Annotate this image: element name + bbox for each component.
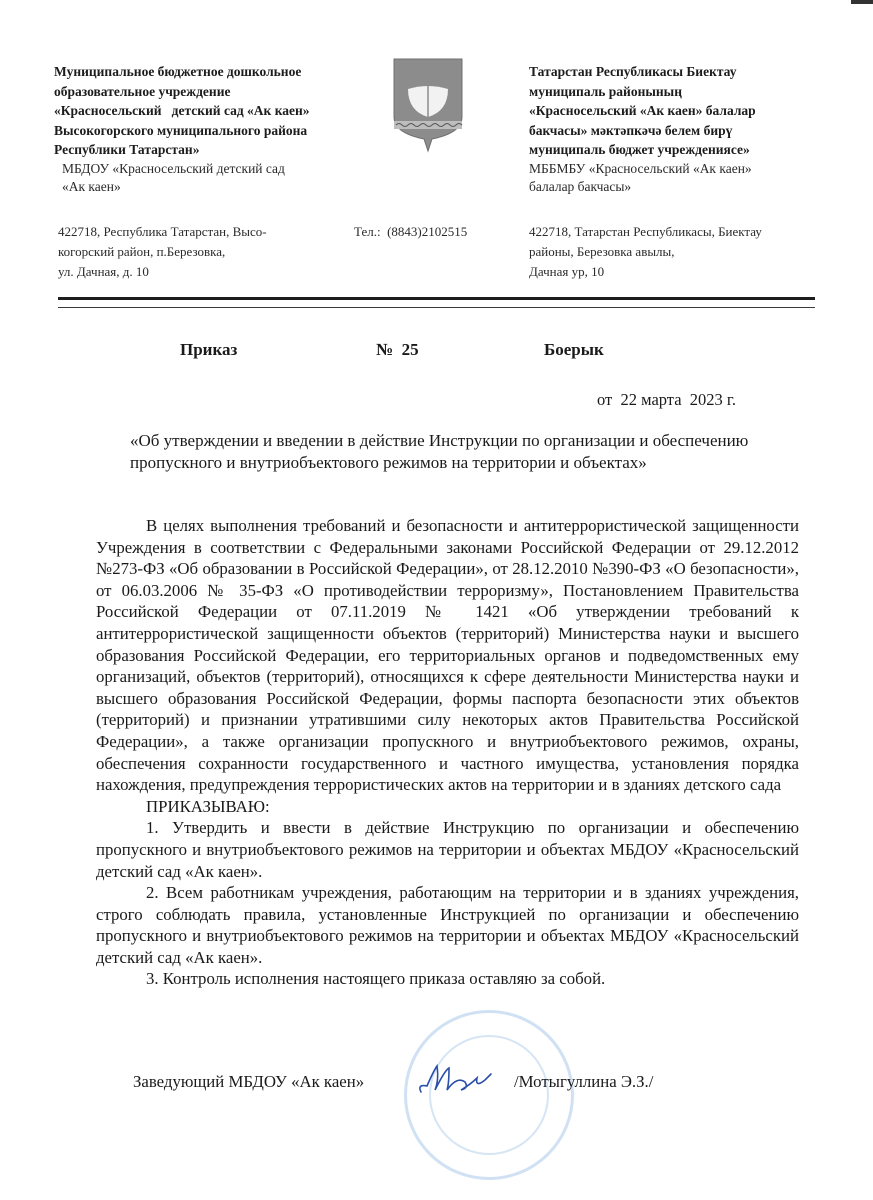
round-seal-stamp-icon [404,1010,574,1180]
order-number: № 25 [376,340,419,359]
org-short-tt-line: МББМБУ «Красносельский «Ак каен» [529,160,752,176]
order-date: от 22 марта 2023 г. [597,390,736,409]
address-ru [58,222,267,282]
address-ru-line: когорский район, п.Березовка, [58,244,226,259]
address-ru-line: ул. Дачная, д. 10 [58,264,149,279]
address-tt-line: районы, Березовка авылы, [529,244,675,259]
order-type-tt: Боерык [544,340,604,359]
address-tt-line: 422718, Татарстан Республикасы, Биектау [529,224,762,239]
order-item: 3. Контроль исполнения настоящего приказа оставляю за собой. [146,969,606,989]
org-name-ru-line: Высокогорского муниципального района [54,122,308,138]
order-subject: «Об утверждении и введении в действие Инструкции по организации и обеспечению пропускного и внутриобъектового режимов на территории и объектах» [130,431,749,472]
org-name-ru-line: Республики Татарстан» [54,142,200,157]
order-directive: ПРИКАЗЫВАЮ: [146,796,270,816]
order-item: 2. Всем работникам учреждения, работающим на территории и в зданиях учреждения, строго соблюдать правила, установленные Инструкцией по организации и обеспечению пропускного и внутриобъектового режимов на территории и объектах МБДОУ «Красносельский детский сад «Ак каен». [96,883,799,967]
order-item: 1. Утвердить и ввести в действие Инструкцию по организации и обеспечению пропускного и внутриобъектового режимов на территории и объектах МБДОУ «Красносельский детский сад «Ак каен». [96,818,799,881]
header-right [529,62,756,196]
org-name-tt-line: муниципаль районының [529,83,682,99]
address-ru-line: 422718, Республика Татарстан, Высо- [58,224,267,239]
header-divider-thin [58,307,815,308]
org-name-ru-line: Муниципальное бюджетное дошкольное [54,64,302,79]
scan-corner-mark [851,0,873,4]
order-type-ru: Приказ [180,340,238,359]
address-tt-line: Дачная ур, 10 [529,264,605,279]
header-left [54,62,310,196]
org-short-ru-line: «Ак каен» [62,178,121,194]
org-short-ru-line: МБДОУ «Красносельский детский сад [62,160,285,176]
handwritten-signature-icon [415,1060,495,1105]
org-name-tt-line: муниципаль бюджет учреждениясе» [529,142,750,157]
header-divider-thick [58,297,815,300]
address-tt [529,222,762,282]
org-name-tt-line: бакчасы» мәктәпкәчә белем бирү [529,122,733,138]
signature-position: Заведующий МБДОУ «Ак каен» [133,1072,365,1091]
coat-of-arms-icon [392,55,464,155]
org-short-tt-line: балалар бакчасы» [529,178,632,194]
org-name-tt-line: «Красносельский «Ак каен» балалар [529,103,756,118]
order-body [96,515,799,990]
org-name-ru-line: «Красносельский детский сад «Ак каен» [54,103,310,118]
phone: Тел.: (8843)2102515 [354,224,468,239]
org-name-tt-line: Татарстан Республикасы Биектау [529,64,737,79]
org-name-ru-line: образовательное учреждение [54,83,231,99]
signatory-name: /Мотыгуллина Э.З./ [514,1072,654,1091]
preamble-paragraph: В целях выполнения требований и безопасности и антитеррористической защищенности Учреждения в соответствии с Федеральными законами Российской Федерации от 29.12.2012 №273-ФЗ «Об образовании в Российской Федерации», от 28.12.2010 №390-ФЗ «О безопасности», от 06.03.2006 № 35-ФЗ «О противодействии терроризму», Постановлением Правительства Российской Федерации от 07.11.2019 № 1421 «Об утверждении требований к антитеррористической защищенности объектов (территорий) Министерства науки и высшего образования Российской Федерации, его территориальных органов и подведомственных ему организаций, объектов (территорий), относящихся к сфере деятельности Министерства науки и высшего образования Российской Федерации, формы паспорта безопасности этих объектов (территорий) и признании утратившими силу некоторых актов Правительства Российской Федерации», а также организации пропускного и внутриобъектового режимов, охраны, обеспечения сохранности государственного и частного имущества, установления порядка нахождения, предупреждения террористических актов на территории и в зданиях детского сада [96,516,799,795]
